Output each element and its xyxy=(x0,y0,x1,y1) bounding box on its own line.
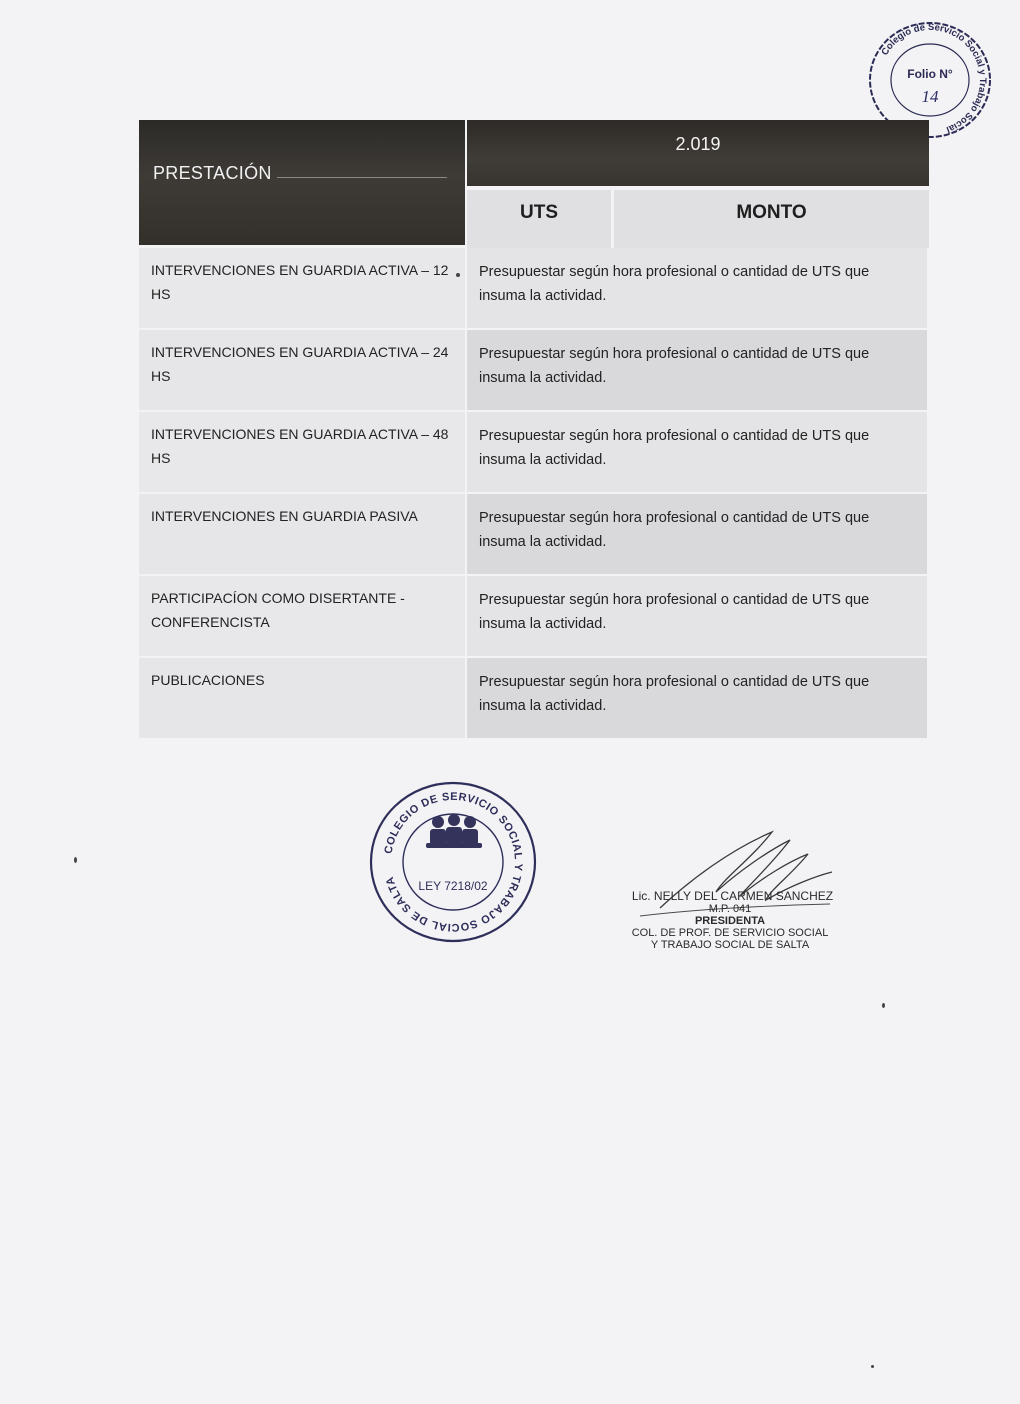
seal-ring-text: COLEGIO DE SERVICIO SOCIAL Y TRABAJO SOCIAL DE SALTA xyxy=(382,790,525,934)
header-monto-label: MONTO xyxy=(736,202,807,223)
header-prestacion xyxy=(139,120,465,245)
fee-table xyxy=(139,120,927,714)
header-monto xyxy=(614,190,929,248)
folio-number: 14 xyxy=(921,87,939,106)
header-year-label: 2.019 xyxy=(675,134,721,154)
table-row xyxy=(139,658,929,740)
table-header xyxy=(139,120,927,248)
people-emblem-icon xyxy=(426,814,482,848)
scan-speck xyxy=(882,1003,885,1008)
row-detalle: Presupuestar según hora profesional o cantidad de UTS que insuma la actividad. xyxy=(479,510,870,550)
header-prestacion-label: PRESTACIÓN xyxy=(153,163,272,183)
signature-role: PRESIDENTA xyxy=(694,915,766,927)
row-prestacion: PUBLICACIONES xyxy=(151,672,265,688)
seal-law: LEY 7218/02 xyxy=(418,879,488,893)
signature-name: Lic. NELLY DEL CARMEN SANCHEZ xyxy=(631,889,834,903)
table-row xyxy=(139,412,929,494)
row-prestacion: PARTICIPACÍON COMO DISERTANTE - CONFERENCISTA xyxy=(151,590,405,630)
row-detalle: Presupuestar según hora profesional o cantidad de UTS que insuma la actividad. xyxy=(479,592,870,632)
header-year xyxy=(467,120,929,186)
row-prestacion: INTERVENCIONES EN GUARDIA ACTIVA – 24 HS xyxy=(151,344,449,384)
table-row xyxy=(139,248,929,330)
folio-stamp-ring-text: Colegio de Servicio Social y Trabajo Social xyxy=(879,21,989,135)
institution-seal xyxy=(368,780,538,945)
signature-org-line2: Y TRABAJO SOCIAL DE SALTA xyxy=(650,939,810,951)
folio-label: Folio N° xyxy=(907,67,953,81)
table-row xyxy=(139,330,929,412)
row-detalle: Presupuestar según hora profesional o cantidad de UTS que insuma la actividad. xyxy=(479,264,870,304)
scan-speck xyxy=(871,1365,874,1368)
scan-speck xyxy=(456,273,460,277)
row-prestacion: INTERVENCIONES EN GUARDIA PASIVA xyxy=(151,508,418,524)
row-prestacion: INTERVENCIONES EN GUARDIA ACTIVA – 48 HS xyxy=(151,426,449,466)
table-row xyxy=(139,576,929,658)
row-detalle: Presupuestar según hora profesional o cantidad de UTS que insuma la actividad. xyxy=(479,346,870,386)
table-row xyxy=(139,494,929,576)
row-prestacion: INTERVENCIONES EN GUARDIA ACTIVA – 12 HS xyxy=(151,262,449,302)
header-uts-label: UTS xyxy=(520,202,558,223)
row-detalle: Presupuestar según hora profesional o cantidad de UTS que insuma la actividad. xyxy=(479,428,870,468)
scan-speck xyxy=(74,857,77,863)
table-body xyxy=(139,248,929,740)
signature-mp: M.P. 041 xyxy=(708,903,752,915)
row-detalle: Presupuestar según hora profesional o cantidad de UTS que insuma la actividad. xyxy=(479,674,870,714)
signature-org-line1: COL. DE PROF. DE SERVICIO SOCIAL xyxy=(631,927,829,939)
header-uts xyxy=(467,190,611,248)
signature-block xyxy=(620,820,850,960)
